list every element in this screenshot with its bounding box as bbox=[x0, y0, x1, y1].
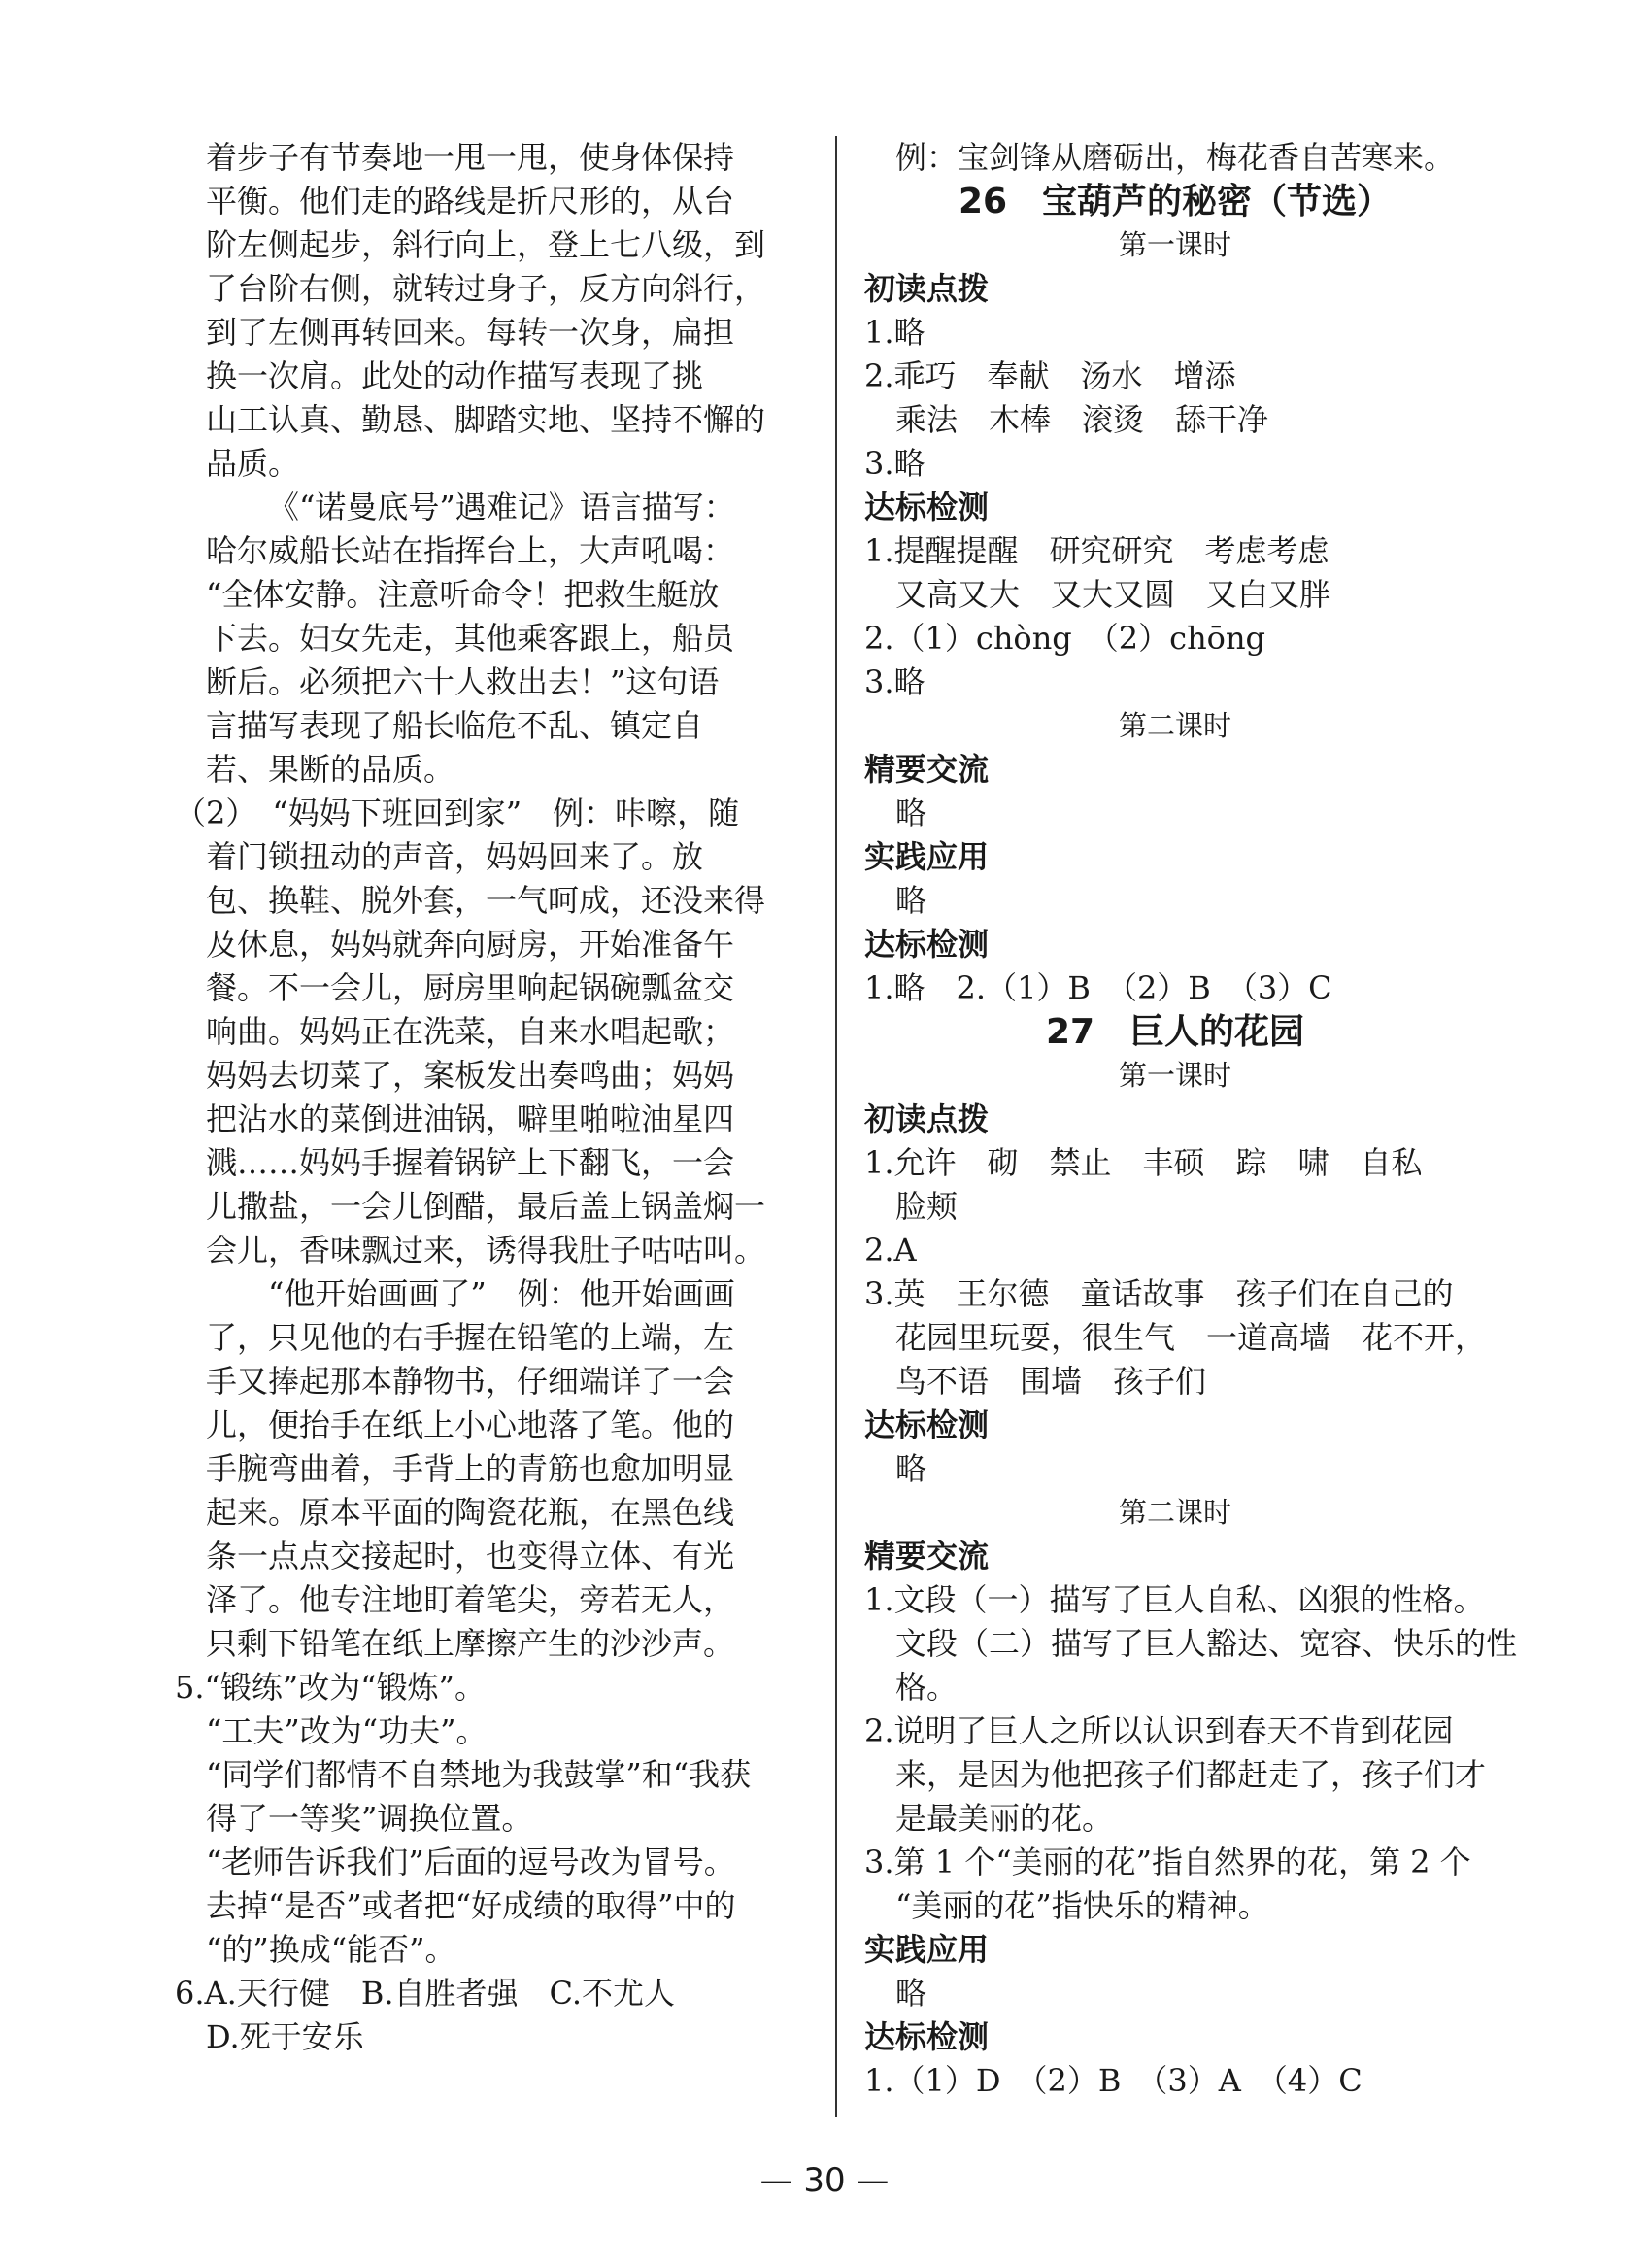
left-column bbox=[175, 136, 816, 2059]
right-line: 3.英 王尔德 童话故事 孩子们在自己的 bbox=[864, 1275, 1454, 1312]
right-line: 26 宝葫芦的秘密（节选） bbox=[958, 182, 1393, 221]
left-line: “他开始画画了” 例：他开始画画 bbox=[268, 1275, 735, 1312]
left-line: D.死于安乐 bbox=[206, 2018, 364, 2055]
left-line: 把沾水的菜倒进油锅，噼里啪啦油星四 bbox=[206, 1100, 735, 1137]
left-line: 会儿，香味飘过来，诱得我肚子咕咕叫。 bbox=[206, 1232, 766, 1269]
left-line: 手腕弯曲着，手背上的青筋也愈加明显 bbox=[206, 1450, 735, 1487]
right-line: 达标检测 bbox=[864, 1406, 990, 1443]
left-line: “的”换成“能否”。 bbox=[206, 1931, 456, 1968]
right-line: “美丽的花”指快乐的精神。 bbox=[895, 1887, 1269, 1924]
right-line: 达标检测 bbox=[864, 2018, 990, 2055]
left-line: “全体安静。注意听命令！把救生艇放 bbox=[206, 576, 720, 613]
left-line: 去掉“是否”或者把“好成绩的取得”中的 bbox=[206, 1887, 736, 1924]
right-line: 3.略 bbox=[864, 663, 925, 700]
left-line: （2） “妈妈下班回到家” 例：咔嚓，随 bbox=[175, 795, 740, 831]
left-line: 起来。原本平面的陶瓷花瓶，在黑色线 bbox=[206, 1494, 735, 1531]
left-line: 品质。 bbox=[206, 445, 300, 482]
right-line: 1.文段（一）描写了巨人自私、凶狠的性格。 bbox=[864, 1581, 1485, 1618]
right-line: 1.略 2.（1）B （2）B （3）C bbox=[864, 969, 1332, 1006]
left-line: 《“诺曼底号”遇难记》语言描写： bbox=[268, 489, 735, 525]
left-line: 着步子有节奏地一甩一甩，使身体保持 bbox=[206, 139, 735, 176]
left-line: 手又捧起那本静物书，仔细端详了一会 bbox=[206, 1363, 735, 1400]
right-line: 略 bbox=[895, 795, 927, 831]
left-line: “同学们都情不自禁地为我鼓掌”和“我获 bbox=[206, 1756, 752, 1793]
left-line: 着门锁扭动的声音，妈妈回来了。放 bbox=[206, 838, 704, 875]
right-line: 是最美丽的花。 bbox=[895, 1800, 1114, 1837]
right-line: 2.（1）chòng （2）chōng bbox=[864, 620, 1266, 657]
right-line: 文段（二）描写了巨人豁达、宽容、快乐的性 bbox=[895, 1625, 1518, 1662]
left-line: 下去。妇女先走，其他乘客跟上，船员 bbox=[206, 620, 735, 657]
right-line: 略 bbox=[895, 882, 927, 919]
right-line: 脸颊 bbox=[895, 1188, 959, 1225]
right-line: 1.提醒提醒 研究研究 考虑考虑 bbox=[864, 532, 1329, 569]
right-line: 1.允许 砌 禁止 丰硕 踪 啸 自私 bbox=[864, 1144, 1423, 1181]
right-line: 3.第 1 个“美丽的花”指自然界的花，第 2 个 bbox=[864, 1844, 1471, 1880]
right-line: 达标检测 bbox=[864, 489, 990, 525]
left-line: 山工认真、勤恳、脚踏实地、坚持不懈的 bbox=[206, 401, 766, 438]
left-line: 妈妈去切菜了，案板发出奏鸣曲；妈妈 bbox=[206, 1057, 735, 1094]
left-line: 儿撒盐，一会儿倒醋，最后盖上锅盖焖一 bbox=[206, 1188, 766, 1225]
right-line: 3.略 bbox=[864, 445, 925, 482]
left-line: 儿，便抬手在纸上小心地落了笔。他的 bbox=[206, 1406, 735, 1443]
right-line: 精要交流 bbox=[864, 751, 990, 788]
left-line: 及休息，妈妈就奔向厨房，开始准备午 bbox=[206, 926, 735, 963]
left-line: 只剩下铅笔在纸上摩擦产生的沙沙声。 bbox=[206, 1625, 735, 1662]
left-line: “工夫”改为“功夫”。 bbox=[206, 1712, 488, 1749]
left-line: 溅……妈妈手握着锅铲上下翻飞，一会 bbox=[206, 1144, 735, 1181]
left-line: 阶左侧起步，斜行向上，登上七八级，到 bbox=[206, 226, 766, 263]
left-line: 包、换鞋、脱外套，一气呵成，还没来得 bbox=[206, 882, 766, 919]
right-line: 1.（1）D （2）B （3）A （4）C bbox=[864, 2062, 1363, 2099]
right-line: 2.乖巧 奉献 汤水 增添 bbox=[864, 357, 1236, 394]
right-line: 鸟不语 围墙 孩子们 bbox=[895, 1363, 1207, 1400]
left-line: “老师告诉我们”后面的逗号改为冒号。 bbox=[206, 1844, 735, 1880]
left-line: 到了左侧再转回来。每转一次身，扁担 bbox=[206, 314, 735, 351]
right-line: 初读点拨 bbox=[864, 1100, 990, 1137]
right-line: 略 bbox=[895, 1450, 927, 1487]
right-column bbox=[864, 136, 1518, 2103]
left-line: 哈尔威船长站在指挥台上，大声吼喝： bbox=[206, 532, 735, 569]
left-line: 了台阶右侧，就转过身子，反方向斜行， bbox=[206, 270, 766, 307]
left-line: 了，只见他的右手握在铅笔的上端，左 bbox=[206, 1319, 735, 1356]
left-line: 换一次肩。此处的动作描写表现了挑 bbox=[206, 357, 704, 394]
column-divider bbox=[835, 136, 837, 2117]
right-line: 乘法 木棒 滚烫 舔干净 bbox=[895, 401, 1269, 438]
left-line: 平衡。他们走的路线是折尺形的，从台 bbox=[206, 183, 735, 220]
left-line: 6.A.天行健 B.自胜者强 C.不尤人 bbox=[175, 1975, 676, 2012]
right-line: 27 巨人的花园 bbox=[1045, 1012, 1305, 1052]
page-number: — 30 — bbox=[759, 2161, 890, 2200]
left-line: 若、果断的品质。 bbox=[206, 751, 455, 788]
right-line: 第二课时 bbox=[1118, 709, 1231, 742]
right-line: 例：宝剑锋从磨砺出，梅花香自苦寒来。 bbox=[895, 139, 1456, 176]
right-line: 实践应用 bbox=[864, 1931, 990, 1968]
right-line: 达标检测 bbox=[864, 926, 990, 963]
left-line: 言描写表现了船长临危不乱、镇定自 bbox=[206, 707, 704, 744]
left-line: 响曲。妈妈正在洗菜，自来水唱起歌； bbox=[206, 1013, 735, 1050]
right-line: 2.说明了巨人之所以认识到春天不肯到花园 bbox=[864, 1712, 1454, 1749]
right-line: 又高又大 又大又圆 又白又胖 bbox=[895, 576, 1331, 613]
left-line: 断后。必须把六十人救出去！”这句语 bbox=[206, 663, 720, 700]
left-line: 5.“锻练”改为“锻炼”。 bbox=[175, 1669, 486, 1706]
right-line: 格。 bbox=[895, 1669, 959, 1706]
left-line: 泽了。他专注地盯着笔尖，旁若无人， bbox=[206, 1581, 735, 1618]
left-line: 条一点点交接起时，也变得立体、有光 bbox=[206, 1538, 735, 1574]
right-line: 来，是因为他把孩子们都赶走了，孩子们才 bbox=[895, 1756, 1487, 1793]
right-line: 初读点拨 bbox=[864, 270, 990, 307]
left-line: 得了一等奖”调换位置。 bbox=[206, 1800, 533, 1837]
right-line: 实践应用 bbox=[864, 838, 990, 875]
right-line: 第一课时 bbox=[1118, 228, 1231, 261]
right-line: 略 bbox=[895, 1975, 927, 2012]
right-line: 1.略 bbox=[864, 314, 925, 351]
right-line: 第一课时 bbox=[1118, 1059, 1231, 1092]
right-line: 精要交流 bbox=[864, 1538, 990, 1574]
right-line: 花园里玩耍，很生气 一道高墙 花不开， bbox=[895, 1319, 1487, 1356]
right-line: 2.A bbox=[864, 1232, 917, 1269]
left-line: 餐。不一会儿，厨房里响起锅碗瓢盆交 bbox=[206, 969, 735, 1006]
right-line: 第二课时 bbox=[1118, 1496, 1231, 1529]
